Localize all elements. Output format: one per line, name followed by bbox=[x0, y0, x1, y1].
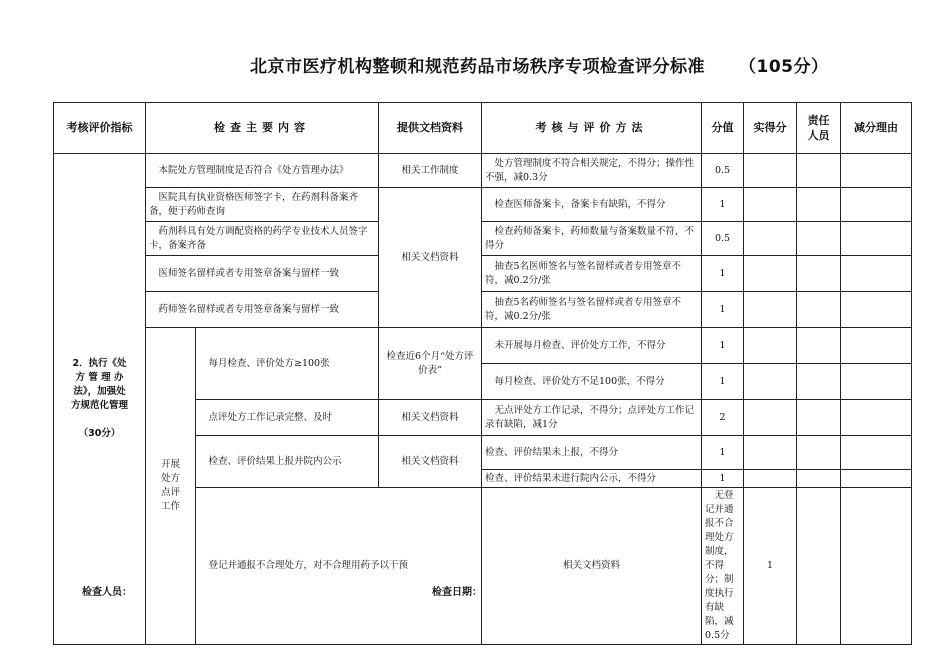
reason-cell[interactable] bbox=[841, 436, 912, 470]
category-line: 方 管 理 办 bbox=[75, 372, 124, 383]
page-title bbox=[250, 52, 829, 77]
actual-score-cell[interactable] bbox=[744, 470, 797, 488]
person-cell[interactable] bbox=[797, 328, 841, 364]
table-row bbox=[54, 188, 912, 222]
table-row bbox=[54, 154, 912, 188]
score-table bbox=[53, 102, 912, 645]
points-cell: 1 bbox=[702, 256, 744, 292]
header-row bbox=[54, 103, 912, 154]
content-cell: 点评处方工作记录完整、及时 bbox=[196, 400, 379, 436]
method-cell: 检查、评价结果未上报，不得分 bbox=[482, 436, 702, 470]
header-content: 检查主要内容 bbox=[146, 103, 379, 154]
header-person: 责任人员 bbox=[797, 103, 841, 154]
header-reason: 减分理由 bbox=[841, 103, 912, 154]
reason-cell[interactable] bbox=[841, 292, 912, 328]
category-line: 法》，加强处 bbox=[73, 386, 126, 397]
reason-cell[interactable] bbox=[841, 470, 912, 488]
points-cell: 0.5 bbox=[702, 222, 744, 256]
person-cell[interactable] bbox=[797, 256, 841, 292]
actual-score-cell[interactable] bbox=[744, 256, 797, 292]
category-line: 方规范化管理 bbox=[70, 400, 128, 411]
person-cell[interactable] bbox=[797, 436, 841, 470]
method-cell: 无登记并通报不合理处方制度，不得分；制度执行有缺陷，减0.5分 bbox=[702, 488, 744, 645]
method-cell: 抽查5名药师签名与签名留样或者专用签章不符，减0.2分/张 bbox=[482, 292, 702, 328]
method-cell: 检查、评价结果未进行院内公示，不得分 bbox=[482, 470, 702, 488]
person-cell[interactable] bbox=[841, 488, 912, 645]
actual-score-cell[interactable] bbox=[744, 222, 797, 256]
content-cell: 医师签名留样或者专用签章备案与留样一致 bbox=[146, 256, 379, 292]
inspector-label: 检查人员： bbox=[82, 587, 132, 598]
reason-cell[interactable] bbox=[841, 154, 912, 188]
table-row bbox=[54, 222, 912, 256]
method-cell: 处方管理制度不符合相关规定，不得分；操作性不强，减0.3分 bbox=[482, 154, 702, 188]
reason-cell[interactable] bbox=[841, 400, 912, 436]
category-cell bbox=[54, 154, 146, 645]
docs-cell: 相关工作制度 bbox=[379, 154, 482, 188]
actual-score-cell[interactable] bbox=[744, 292, 797, 328]
docs-cell: 检查近6个月“处方评价表” bbox=[379, 328, 482, 400]
content-cell: 检查、评价结果上报并院内公示 bbox=[196, 436, 379, 488]
header-actual: 实得分 bbox=[744, 103, 797, 154]
points-cell: 1 bbox=[702, 470, 744, 488]
header-docs: 提供文档资料 bbox=[379, 103, 482, 154]
points-cell: 1 bbox=[744, 488, 797, 645]
category-points: （30分） bbox=[78, 428, 121, 439]
title-score: （105分） bbox=[739, 57, 829, 77]
sub-group-label: 开展处方点评工作 bbox=[160, 459, 180, 512]
person-cell[interactable] bbox=[797, 364, 841, 400]
docs-cell: 相关文档资料 bbox=[482, 488, 702, 645]
method-cell: 检查药师备案卡，药师数量与备案数量不符，不得分 bbox=[482, 222, 702, 256]
content-cell: 本院处方管理制度是否符合《处方管理办法》 bbox=[146, 154, 379, 188]
content-cell: 药剂科具有处方调配资格的药学专业技术人员签字卡，备案齐备 bbox=[146, 222, 379, 256]
person-cell[interactable] bbox=[797, 470, 841, 488]
method-cell: 无点评处方工作记录，不得分；点评处方工作记录有缺陷，减1分 bbox=[482, 400, 702, 436]
category-line: 2．执行《处 bbox=[72, 358, 127, 369]
actual-score-cell[interactable] bbox=[744, 328, 797, 364]
points-cell: 1 bbox=[702, 328, 744, 364]
reason-cell[interactable] bbox=[841, 364, 912, 400]
actual-score-cell[interactable] bbox=[744, 188, 797, 222]
points-cell: 1 bbox=[702, 188, 744, 222]
person-cell[interactable] bbox=[797, 292, 841, 328]
person-cell[interactable] bbox=[797, 188, 841, 222]
docs-cell: 相关文档资料 bbox=[379, 436, 482, 488]
points-cell: 1 bbox=[702, 436, 744, 470]
content-cell: 药师签名留样或者专用签章备案与留样一致 bbox=[146, 292, 379, 328]
reason-cell[interactable] bbox=[841, 328, 912, 364]
docs-cell: 相关文档资料 bbox=[379, 188, 482, 328]
actual-score-cell[interactable] bbox=[797, 488, 841, 645]
reason-cell[interactable] bbox=[841, 188, 912, 222]
header-method: 考核与评价方法 bbox=[482, 103, 702, 154]
header-indicator: 考核评价指标 bbox=[54, 103, 146, 154]
table-row bbox=[54, 328, 912, 364]
docs-cell: 相关文档资料 bbox=[379, 400, 482, 436]
points-cell: 2 bbox=[702, 400, 744, 436]
method-cell: 每月检查、评价处方不足100张，不得分 bbox=[482, 364, 702, 400]
points-cell: 0.5 bbox=[702, 154, 744, 188]
points-cell: 1 bbox=[702, 292, 744, 328]
reason-cell[interactable] bbox=[841, 256, 912, 292]
content-cell: 每月检查、评价处方≥100张 bbox=[196, 328, 379, 400]
method-cell: 抽查5名医师签名与签名留样或者专用签章不符，减0.2分/张 bbox=[482, 256, 702, 292]
reason-cell[interactable] bbox=[841, 222, 912, 256]
table-row bbox=[54, 256, 912, 292]
actual-score-cell[interactable] bbox=[744, 436, 797, 470]
method-cell: 未开展每月检查、评价处方工作，不得分 bbox=[482, 328, 702, 364]
inspection-date-label: 检查日期： bbox=[432, 587, 482, 598]
person-cell[interactable] bbox=[797, 154, 841, 188]
actual-score-cell[interactable] bbox=[744, 364, 797, 400]
method-cell: 检查医师备案卡，备案卡有缺陷，不得分 bbox=[482, 188, 702, 222]
points-cell: 1 bbox=[702, 364, 744, 400]
actual-score-cell[interactable] bbox=[744, 400, 797, 436]
actual-score-cell[interactable] bbox=[744, 154, 797, 188]
content-cell: 医院具有执业资格医师签字卡，在药剂科备案齐备，便于药师查询 bbox=[146, 188, 379, 222]
content-cell: 登记并通报不合理处方，对不合理用药予以干预 bbox=[196, 488, 482, 645]
title-text: 北京市医疗机构整顿和规范药品市场秩序专项检查评分标准 bbox=[250, 57, 705, 77]
sub-group-cell bbox=[146, 328, 196, 645]
person-cell[interactable] bbox=[797, 222, 841, 256]
header-points: 分值 bbox=[702, 103, 744, 154]
person-cell[interactable] bbox=[797, 400, 841, 436]
table-row bbox=[54, 292, 912, 328]
